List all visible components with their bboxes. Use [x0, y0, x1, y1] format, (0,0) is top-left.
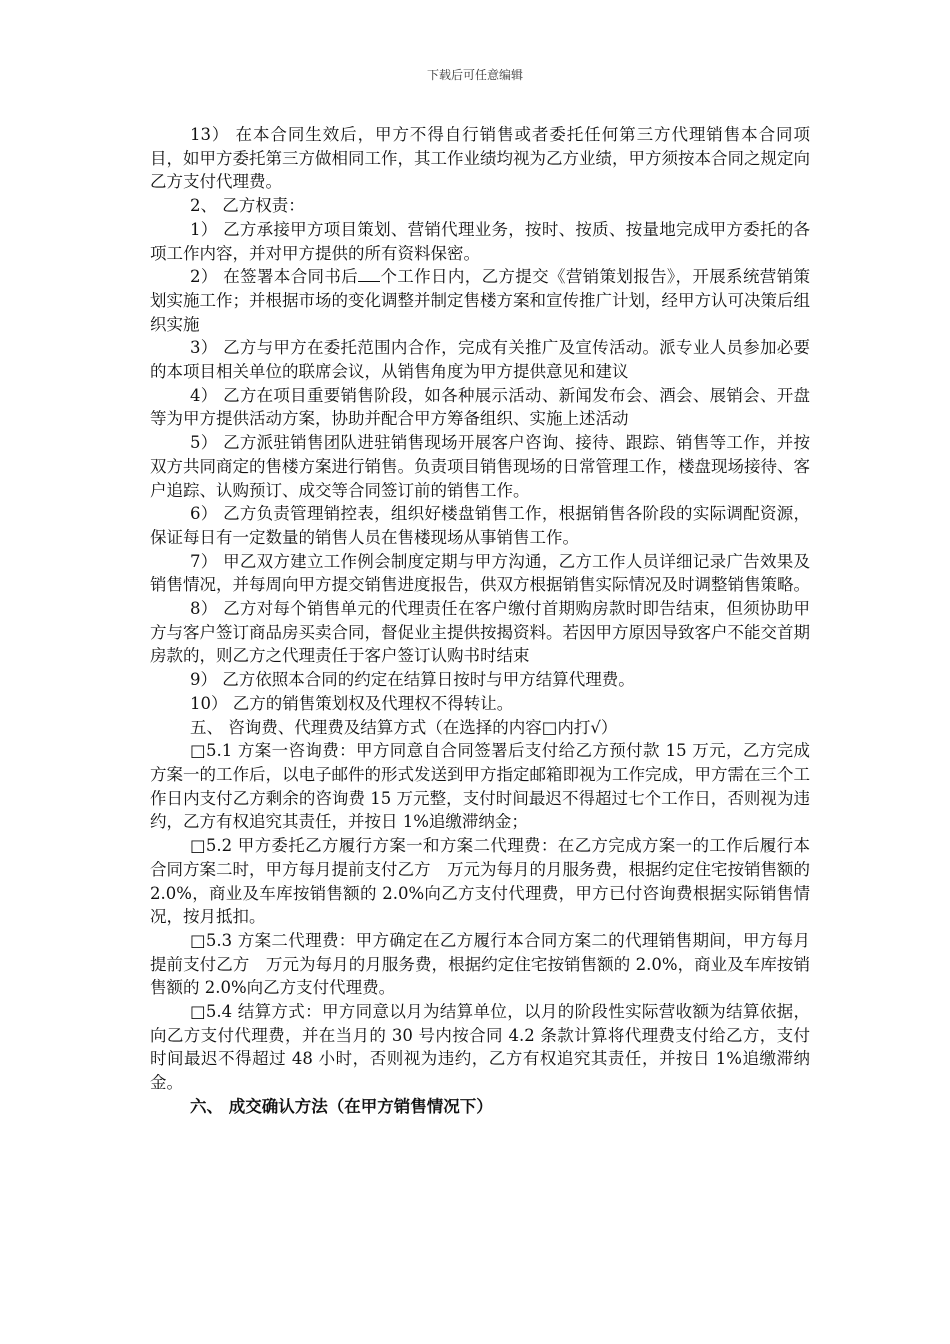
clause-b-1: 1） 乙方承接甲方项目策划、营销代理业务，按时、按质、按量地完成甲方委托的各项工作内容，并对甲方提供的所有资料保密。: [150, 219, 810, 263]
clause-b-3: 3） 乙方与甲方在委托范围内合作，完成有关推广及宣传活动。派专业人员参加必要的本项目相关单位的联席会议，从销售角度为甲方提供意见和建议: [150, 338, 810, 382]
clause-5-1: □5.1 方案一咨询费：甲方同意自合同签署后支付给乙方预付款 15 万元，乙方完成方案一的工作后，以电子邮件的形式发送到甲方指定邮箱即视为工作完成，甲方需在三个工作日内支付乙方剩余的咨询费 15 万元整，支付时间最迟不得超过七个工作日，否则视为违约，乙方有权追究其责任，并按日 1%追缴滞纳金；: [150, 741, 810, 832]
section-party-b-duties: 2、 乙方权责：: [190, 196, 305, 216]
clause-b-9: 9） 乙方依照本合同的约定在结算日按时与甲方结算代理费。: [190, 670, 635, 690]
clause-b-8: 8） 乙方对每个销售单元的代理责任在客户缴付首期购房款时即告结束，但须协助甲方与客户签订商品房买卖合同，督促业主提供按揭资料。若因甲方原因导致客户不能交首期房款的，则乙方之代理责任于客户签订认购书时结束: [150, 599, 810, 666]
section-6-heading: 六、 成交确认方法（在甲方销售情况下）: [190, 1096, 493, 1116]
clause-13: 13） 在本合同生效后，甲方不得自行销售或者委托任何第三方代理销售本合同项目，如甲方委托第三方做相同工作，其工作业绩均视为乙方业绩，甲方须按本合同之规定向乙方支付代理费。: [150, 125, 810, 192]
document-body: [150, 123, 810, 1119]
clause-b-5: 5） 乙方派驻销售团队进驻销售现场开展客户咨询、接待、跟踪、销售等工作，并按双方共同商定的售楼方案进行销售。负责项目销售现场的日常管理工作，楼盘现场接待、客户追踪、认购预订、成交等合同签订前的销售工作。: [150, 433, 810, 500]
clause-5-3: □5.3 方案二代理费：甲方确定在乙方履行本合同方案二的代理销售期间，甲方每月提前支付乙方 万元为每月的月服务费，根据约定住宅按销售额的 2.0%，商业及车库按销售额的 2.0%向乙方支付代理费。: [150, 930, 810, 998]
clause-b-10: 10） 乙方的销售策划权及代理权不得转让。: [190, 693, 514, 713]
clause-b-4: 4） 乙方在项目重要销售阶段，如各种展示活动、新闻发布会、酒会、展销会、开盘等为甲方提供活动方案，协助并配合甲方筹备组织、实施上述活动: [150, 385, 810, 429]
clause-5-4: □5.4 结算方式：甲方同意以月为结算单位，以月的阶段性实际营收额为结算依据，向乙方支付代理费，并在当月的 30 号内按合同 4.2 条款计算将代理费支付给乙方，支付时间最迟不得超过 48 小时，否则视为违约，乙方有权追究其责任，并按日 1%追缴滞纳金。: [150, 1002, 810, 1093]
clause-b-2: [150, 265, 810, 336]
clause-b-2-rest: 个工作日内，乙方提交《营销策划报告》，开展系统营销策划实施工作；并根据市场的变化调整并制定售楼方案和宣传推广计划，经甲方认可决策后组织实施: [150, 267, 810, 334]
clause-b-6: 6） 乙方负责管理销控表，组织好楼盘销售工作，根据销售各阶段的实际调配资源，保证每日有一定数量的销售人员在售楼现场从事销售工作。: [150, 504, 810, 547]
page-header: 下载后可任意编辑: [426, 68, 523, 82]
section-5-heading: 五、 咨询费、代理费及结算方式（在选择的内容□内打√）: [190, 717, 618, 737]
clause-b-2-start: 2） 在签署本合同书后: [190, 267, 359, 287]
clause-5-2: □5.2 甲方委托乙方履行方案一和方案二代理费：在乙方完成方案一的工作后履行本合同方案二时，甲方每月提前支付乙方 万元为每月的月服务费，根据约定住宅按销售额的 2.0%，商业及车库按销售额的 2.0%向乙方支付代理费，甲方已付咨询费根据实际销售情况，按月抵扣。: [150, 836, 810, 927]
blank-line: [358, 267, 380, 282]
clause-b-7: 7） 甲乙双方建立工作例会制度定期与甲方沟通，乙方工作人员详细记录广告效果及销售情况，并每周向甲方提交销售进度报告，供双方根据销售实际情况及时调整销售策略。: [150, 551, 810, 595]
